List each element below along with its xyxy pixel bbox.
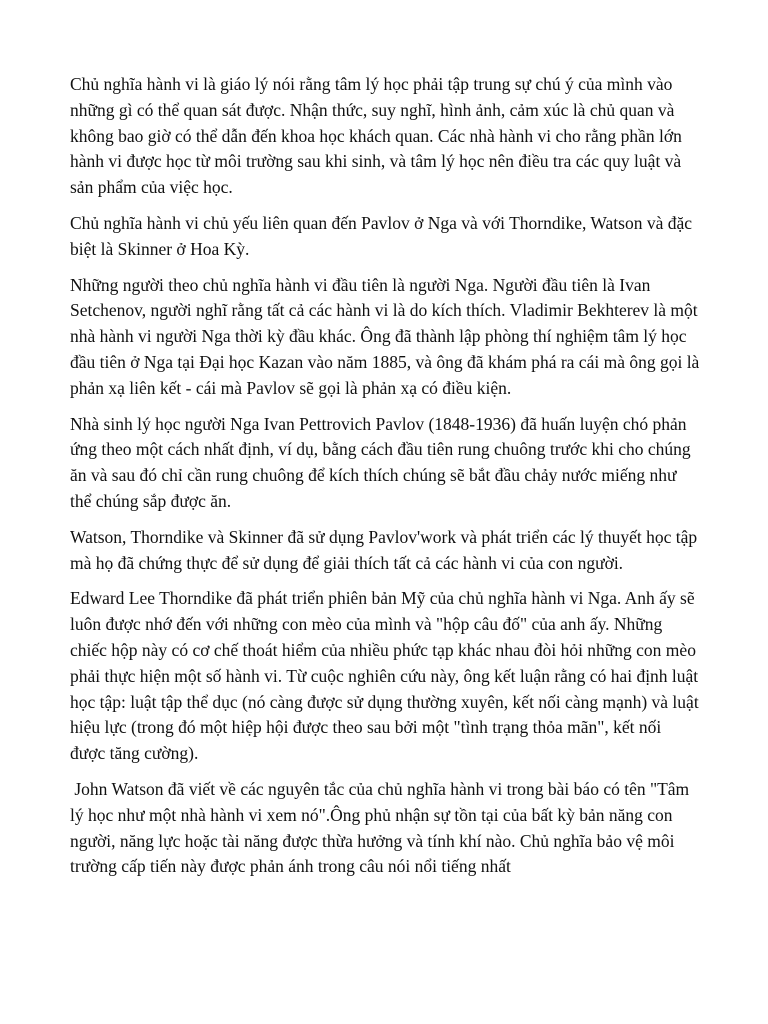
paragraph-3: Những người theo chủ nghĩa hành vi đầu tiên là người Nga. Người đầu tiên là Ivan Setchenov, người nghĩ rằng tất cả các hành vi là do kích thích. Vladimir Bekhterev là một nhà hành vi người Nga thời kỳ đầu khác. Ông đã thành lập phòng thí nghiệm tâm lý học đầu tiên ở Nga tại Đại học Kazan vào năm 1885, và ông đã khám phá ra cái mà ông gọi là phản xạ liên kết - cái mà Pavlov sẽ gọi là phản xạ có điều kiện. xyxy=(70,274,704,398)
paragraph-6: Edward Lee Thorndike đã phát triển phiên bản Mỹ của chủ nghĩa hành vi Nga. Anh ấy sẽ luôn được nhớ đến với những con mèo của mình và "hộp câu đố" của anh ấy. Những chiếc hộp này có cơ chế thoát hiểm của nhiều phức tạp khác nhau đòi hỏi những con mèo phải thực hiện một số hành vi. Từ cuộc nghiên cứu này, ông kết luận rằng có hai định luật học tập: luật tập thể dục (nó càng được sử dụng thường xuyên, kết nối càng mạnh) và luật hiệu lực (trong đó một hiệp hội được theo sau bởi một "tình trạng thỏa mãn", kết nối được tăng cường). xyxy=(70,588,704,764)
paragraph-2: Chủ nghĩa hành vi chủ yếu liên quan đến Pavlov ở Nga và với Thorndike, Watson và đặc biệt là Skinner ở Hoa Kỳ. xyxy=(70,212,697,259)
paragraph-7: John Watson đã viết về các nguyên tắc của chủ nghĩa hành vi trong bài báo có tên "Tâm lý học như một nhà hành vi xem nó".Ông phủ nhận sự tồn tại của bất kỳ bản năng con người, năng lực hoặc tài năng được thừa hưởng và tính khí nào. Chủ nghĩa bảo vệ môi trường cấp tiến này được phản ánh trong câu nói nổi tiếng nhất xyxy=(70,778,694,877)
paragraph-1: Chủ nghĩa hành vi là giáo lý nói rằng tâm lý học phải tập trung sự chú ý của mình vào những gì có thể quan sát được. Nhận thức, suy nghĩ, hình ảnh, cảm xúc là chủ quan và không bao giờ có thể dẫn đến khoa học khách quan. Các nhà hành vi cho rằng phần lớn hành vi được học từ môi trường sau khi sinh, và tâm lý học nên điều tra các quy luật và sản phẩm của việc học. xyxy=(70,74,687,198)
paragraph-5: Watson, Thorndike và Skinner đã sử dụng Pavlov'work và phát triển các lý thuyết học tập mà họ đã chứng thực để sử dụng để giải thích tất cả các hành vi của con người. xyxy=(70,526,702,573)
document-body xyxy=(70,72,704,890)
paragraph-4: Nhà sinh lý học người Nga Ivan Pettrovich Pavlov (1848-1936) đã huấn luyện chó phản ứng theo một cách nhất định, ví dụ, bằng cách đầu tiên rung chuông trước khi cho chúng ăn và sau đó chỉ cần rung chuông để kích thích chúng sẽ bắt đầu chảy nước miếng như thể chúng sắp được ăn. xyxy=(70,413,696,511)
